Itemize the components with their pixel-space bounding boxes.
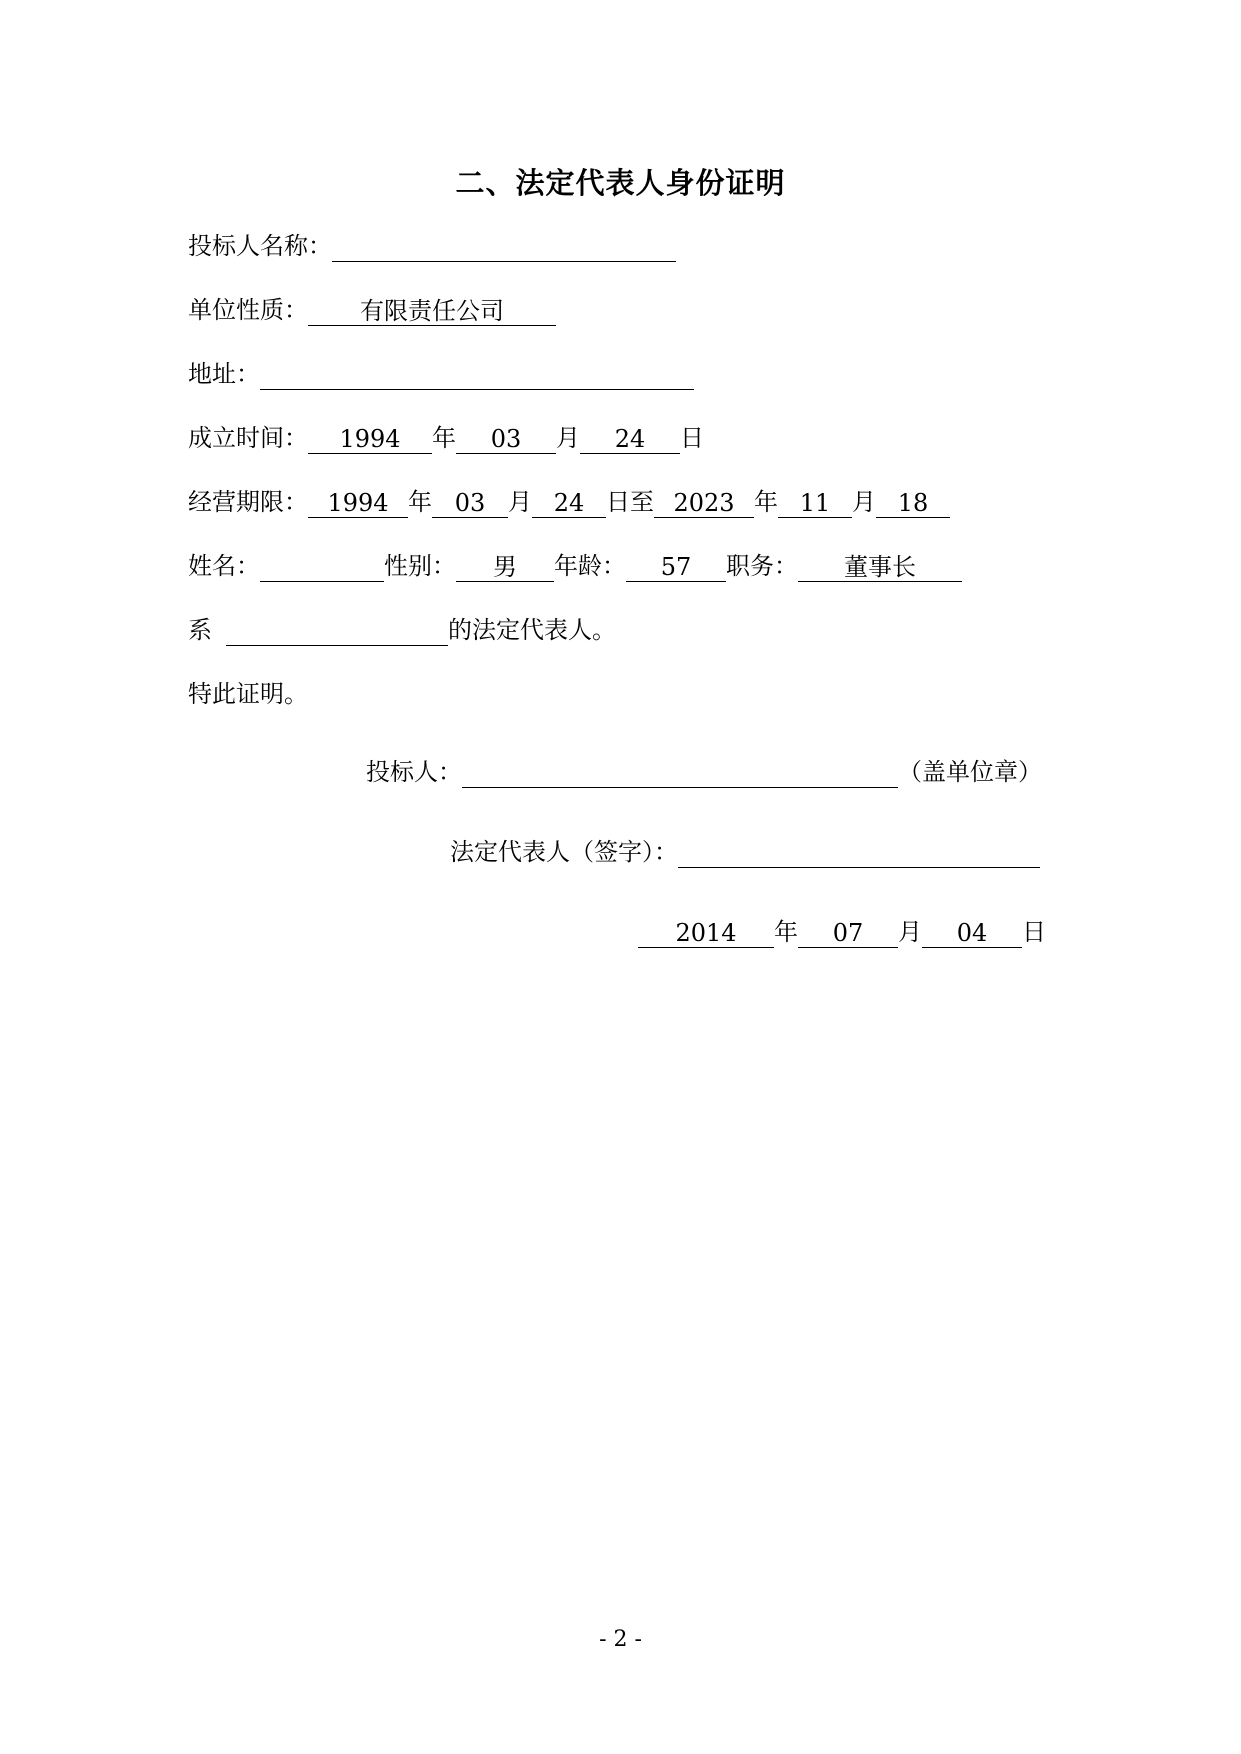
period-end-month-unit: 月: [852, 488, 876, 516]
certify-text: 特此证明。: [188, 680, 308, 708]
established-year-unit: 年: [432, 424, 456, 452]
position-field[interactable]: 董事长: [798, 552, 962, 582]
age-field[interactable]: 57: [626, 552, 726, 582]
gender-field[interactable]: 男: [456, 552, 554, 582]
period-end-day-field[interactable]: 18: [876, 488, 950, 518]
period-start-month-unit: 月: [508, 488, 532, 516]
address-row: [188, 358, 694, 390]
operating-period-row: [188, 486, 950, 518]
sign-month-unit: 月: [898, 918, 922, 946]
bidder-name-row: [188, 230, 676, 262]
legal-rep-signature-field[interactable]: [678, 838, 1040, 868]
established-day-field[interactable]: 24: [580, 424, 680, 454]
relation-suffix: 的法定代表人。: [448, 616, 616, 644]
bidder-name-field[interactable]: [332, 232, 676, 262]
bidder-sign-label: 投标人：: [366, 758, 462, 786]
sign-month-field[interactable]: 07: [798, 918, 898, 948]
sign-day-unit: 日: [1022, 918, 1046, 946]
period-start-day-field[interactable]: 24: [532, 488, 606, 518]
relation-row: [188, 614, 616, 646]
period-to-label: 日至: [606, 488, 654, 516]
legal-rep-sign-label: 法定代表人（签字）：: [450, 838, 678, 866]
seal-note: （盖单位章）: [898, 758, 1042, 786]
unit-nature-row: [188, 294, 556, 326]
sign-year-field[interactable]: 2014: [638, 918, 774, 948]
period-start-month-field[interactable]: 03: [432, 488, 508, 518]
certify-row: [188, 678, 308, 710]
gender-label: 性别：: [384, 552, 456, 580]
bidder-name-label: 投标人名称：: [188, 232, 332, 260]
period-end-year-field[interactable]: 2023: [654, 488, 754, 518]
period-start-year-field[interactable]: 1994: [308, 488, 408, 518]
established-month-unit: 月: [556, 424, 580, 452]
operating-period-label: 经营期限：: [188, 488, 308, 516]
name-label: 姓名：: [188, 552, 260, 580]
established-row: [188, 422, 704, 454]
established-label: 成立时间：: [188, 424, 308, 452]
page-number: - 2 -: [599, 1627, 642, 1652]
relation-prefix: 系: [188, 616, 212, 644]
period-start-year-unit: 年: [408, 488, 432, 516]
period-end-month-field[interactable]: 11: [778, 488, 852, 518]
age-label: 年龄：: [554, 552, 626, 580]
established-day-unit: 日: [680, 424, 704, 452]
page-title: 二、法定代表人身份证明: [455, 166, 786, 200]
address-label: 地址：: [188, 360, 260, 388]
unit-nature-field[interactable]: 有限责任公司: [308, 296, 556, 326]
address-field[interactable]: [260, 360, 694, 390]
established-month-field[interactable]: 03: [456, 424, 556, 454]
period-end-year-unit: 年: [754, 488, 778, 516]
unit-nature-label: 单位性质：: [188, 296, 308, 324]
bidder-seal-field[interactable]: [462, 758, 898, 788]
position-label: 职务：: [726, 552, 798, 580]
name-field[interactable]: [260, 552, 384, 582]
sign-year-unit: 年: [774, 918, 798, 946]
legal-rep-sign-row: [450, 836, 1040, 868]
sign-day-field[interactable]: 04: [922, 918, 1022, 948]
established-year-field[interactable]: 1994: [308, 424, 432, 454]
person-row: [188, 550, 962, 582]
sign-date-row: [638, 916, 1046, 948]
bidder-sign-row: [366, 756, 1042, 788]
relation-company-field[interactable]: [226, 616, 448, 646]
